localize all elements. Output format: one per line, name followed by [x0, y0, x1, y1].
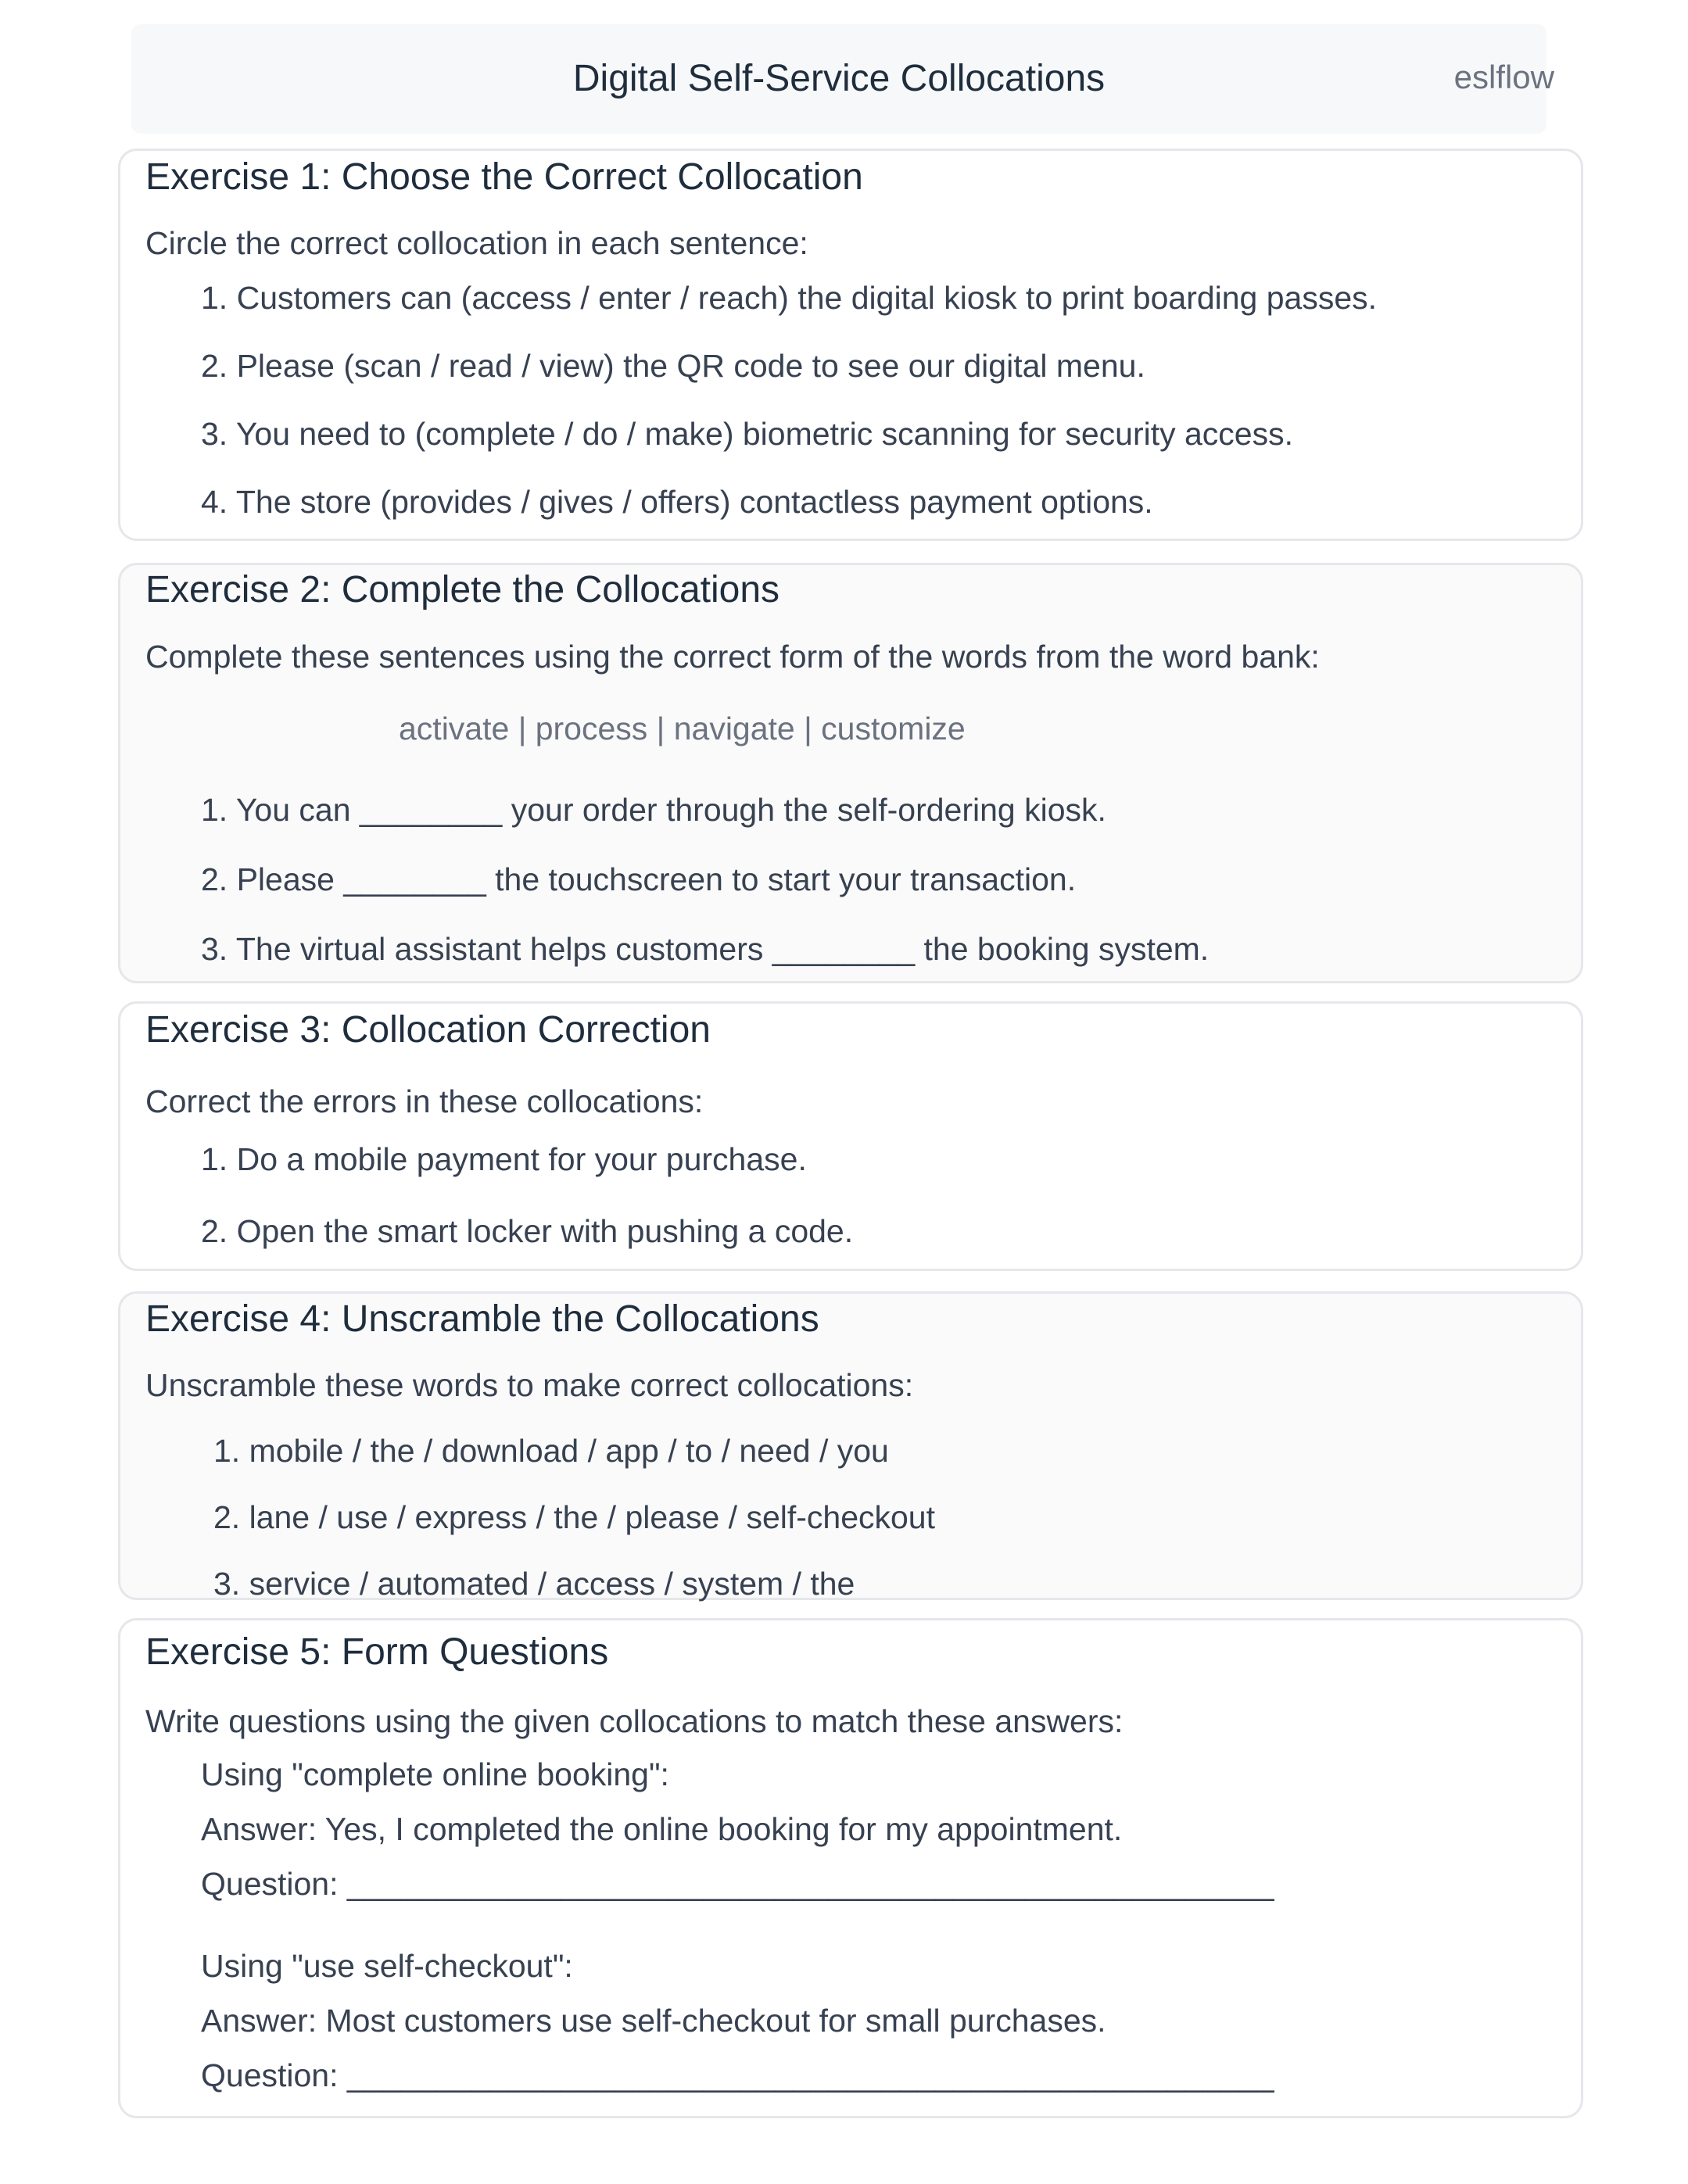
exercise-3-section: [118, 1001, 1583, 1271]
exercise-2-section: [118, 563, 1583, 983]
answer-text: Answer: Yes, I completed the online booking for my appointment.: [201, 1811, 1123, 1847]
exercise-1-section: [118, 149, 1583, 541]
exercise-3-instruction: Correct the errors in these collocations:: [145, 1083, 704, 1119]
question-line[interactable]: Question: ____________________________________________________: [201, 2057, 1274, 2093]
list-item: 1. You can ________ your order through the self-ordering kiosk.: [201, 792, 1106, 828]
exercise-3-title: Exercise 3: Collocation Correction: [145, 1009, 711, 1051]
exercise-5-instruction: Write questions using the given collocations to match these answers:: [145, 1703, 1124, 1739]
list-item: 2. Open the smart locker with pushing a code.: [201, 1213, 854, 1249]
answer-text: Answer: Most customers use self-checkout for small purchases.: [201, 2003, 1106, 2039]
collocation-prompt: Using "use self-checkout":: [201, 1948, 573, 1984]
exercise-4-title: Exercise 4: Unscramble the Collocations: [145, 1298, 819, 1340]
list-item: 4. The store (provides / gives / offers) contactless payment options.: [201, 484, 1153, 520]
exercise-1-instruction: Circle the correct collocation in each sentence:: [145, 225, 808, 261]
page-header: [131, 24, 1554, 134]
exercise-5-section: [118, 1618, 1583, 2118]
list-item: 2. lane / use / express / the / please / self-checkout: [213, 1499, 936, 1535]
list-item: 1. Customers can (access / enter / reach) the digital kiosk to print boarding passes.: [201, 280, 1378, 316]
exercise-1-title: Exercise 1: Choose the Correct Collocation: [145, 156, 863, 198]
question-line[interactable]: Question: ____________________________________________________: [201, 1866, 1274, 1902]
list-item: 1. mobile / the / download / app / to / need / you: [213, 1433, 889, 1469]
exercise-2-title: Exercise 2: Complete the Collocations: [145, 569, 780, 610]
list-item: 3. service / automated / access / system / the: [213, 1566, 855, 1602]
list-item: 3. You need to (complete / do / make) biometric scanning for security access.: [201, 416, 1293, 452]
list-item: 1. Do a mobile payment for your purchase.: [201, 1141, 807, 1177]
brand-name: eslflow: [1453, 59, 1554, 95]
list-item: 2. Please (scan / read / view) the QR code to see our digital menu.: [201, 348, 1145, 384]
exercise-2-instruction: Complete these sentences using the correct form of the words from the word bank:: [145, 639, 1320, 675]
exercise-4-instruction: Unscramble these words to make correct collocations:: [145, 1367, 914, 1403]
exercise-5-title: Exercise 5: Form Questions: [145, 1631, 609, 1673]
word-bank: activate | process | navigate | customize: [399, 711, 966, 746]
exercise-4-section: [118, 1291, 1583, 1600]
list-item: 3. The virtual assistant helps customers ________ the booking system.: [201, 931, 1210, 967]
list-item: 2. Please ________ the touchscreen to start your transaction.: [201, 861, 1077, 897]
collocation-prompt: Using "complete online booking":: [201, 1756, 669, 1792]
page-title: Digital Self-Service Collocations: [572, 58, 1106, 99]
